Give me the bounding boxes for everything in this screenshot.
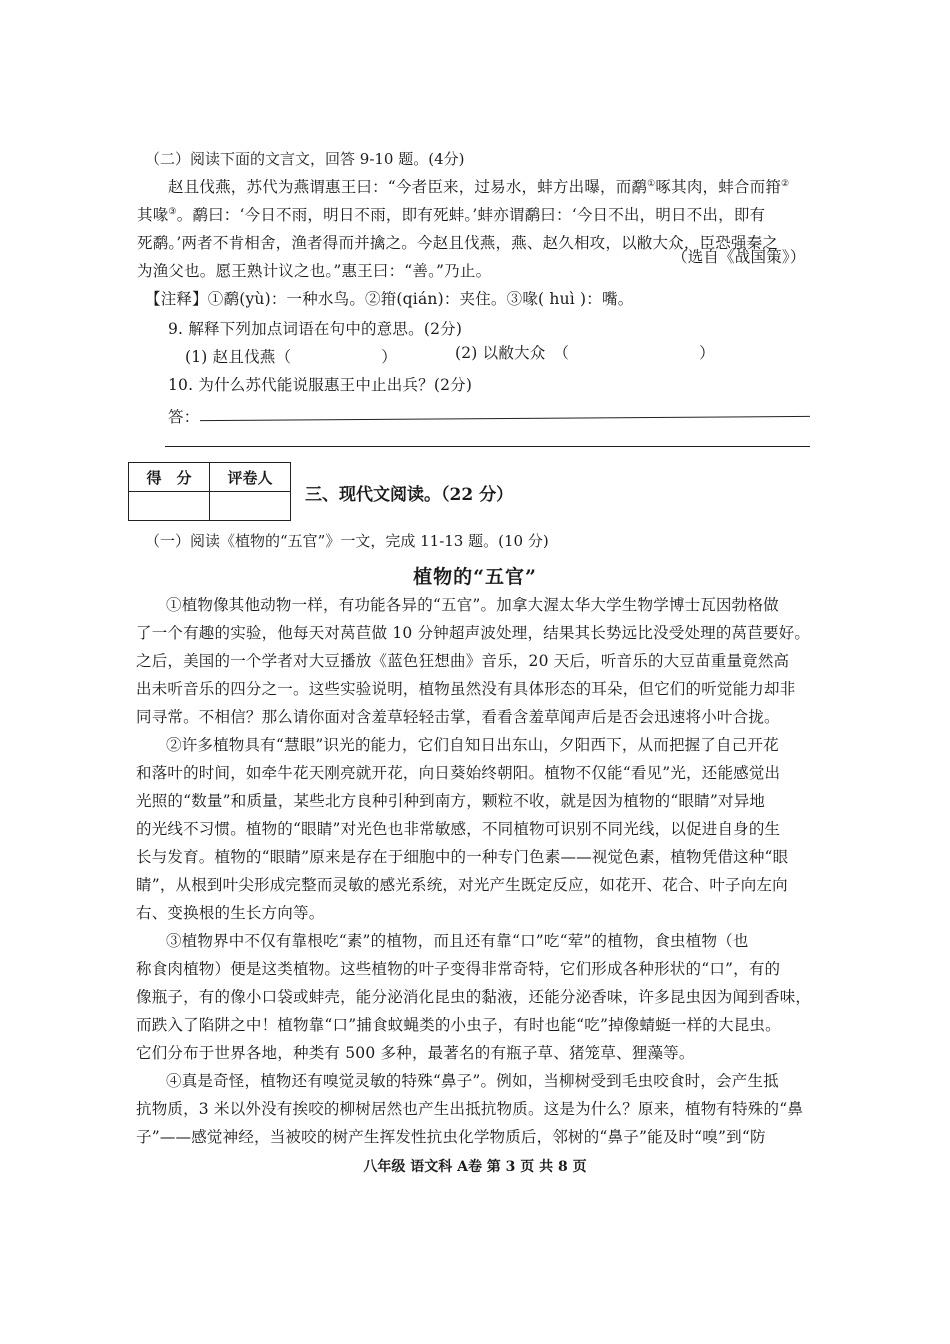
article-line: ④真是奇怪，植物还有嗅觉灵敏的特殊“鼻子”。例如，当柳树受到毛虫咬食时，会产生抵 xyxy=(166,1072,779,1090)
article-line: 抗物质，3 米以外没有挨咬的柳树居然也产生出抵抗物质。这是为什么？原来，植物有特殊的“鼻 xyxy=(136,1100,804,1118)
article-line: ③植物界中不仅有靠根吃“素”的植物，而且还有靠“口”吃“荤”的植物，食虫植物（也 xyxy=(166,932,749,950)
classical-text: 啄其肉，蚌合而箝 xyxy=(655,178,782,196)
article-line: 了一个有趣的实验，他每天对莴苣做 10 分钟超声波处理，结果其长势远比没受处理的莴苣要好。 xyxy=(136,624,811,642)
reading-1-heading: （一）阅读《植物的“五官”》一文，完成 11-13 题。(10 分) xyxy=(145,532,549,550)
article-line: 睛”，从根到叶尖形成完整而灵敏的感光系统，对光产生既定反应，如花开、花合、叶子向左向 xyxy=(136,876,788,894)
article-line: 光照的“数量”和质量，某些北方良种引种到南方，颗粒不收，就是因为植物的“眼睛”对异地 xyxy=(136,792,766,810)
question-9-part-2: (2) 以敝大众 （ ） xyxy=(455,344,715,362)
question-10: 10. 为什么苏代能说服惠王中止出兵？(2分) xyxy=(168,376,473,394)
classical-paragraph-line-3: 死鹬。’两者不肯相舍，渔者得而并擒之。今赵且伐燕，燕、赵久相攻，以敝大众，臣恐强秦之 xyxy=(137,234,779,252)
score-box xyxy=(128,462,291,521)
classical-paragraph-line-4: 为渔父也。愿王熟计议之也。”惠王曰：“善。”乃止。 xyxy=(137,262,492,280)
classical-text: 。鹬曰：‘今日不雨，明日不雨，即有死蚌。’蚌亦谓鹬曰：‘今日不出，明日不出，即有 xyxy=(176,206,766,224)
article-line: 右、变换根的生长方向等。 xyxy=(136,904,325,922)
article-line: 同寻常。不相信？那么请你面对含羞草轻轻击掌，看看含羞草闻声后是否会迅速将小叶合拢。 xyxy=(136,708,780,726)
classical-text: 其喙 xyxy=(137,206,169,224)
source-citation: （选自《战国策》） xyxy=(672,248,806,266)
grader-cell[interactable] xyxy=(210,492,291,521)
classical-heading: （二）阅读下面的文言文，回答 9-10 题。(4分) xyxy=(145,150,465,168)
score-label: 得 分 xyxy=(129,463,210,492)
classical-paragraph-line-1 xyxy=(168,176,789,198)
article-line: 子”——感觉神经，当被咬的树产生挥发性抗虫化学物质后，邻树的“鼻子”能及时“嗅”到“防 xyxy=(136,1128,766,1146)
footnote-marker: ③ xyxy=(168,206,177,217)
grader-label: 评卷人 xyxy=(210,463,291,492)
score-cell[interactable] xyxy=(129,492,210,521)
question-9-part-1: (1) 赵且伐燕（ ） xyxy=(185,348,397,366)
article-line: 长与发育。植物的“眼睛”原来是存在于细胞中的一种专门色素——视觉色素，植物凭借这种“眼 xyxy=(136,848,789,866)
annotation-notes: 【注释】①鹬(yù)：一种水鸟。②箝(qián)：夹住。③喙( huì )：嘴。 xyxy=(145,290,634,308)
article-line: 它们分布于世界各地，种类有 500 多种，最著名的有瓶子草、猪笼草、狸藻等。 xyxy=(136,1044,695,1062)
answer-label: 答： xyxy=(168,408,200,426)
section-3-heading: 三、现代文阅读。（22 分） xyxy=(305,485,514,505)
answer-line[interactable] xyxy=(200,416,810,421)
article-title: 植物的“五官” xyxy=(413,566,537,588)
footnote-marker: ② xyxy=(781,178,790,189)
article-line: ②许多植物具有“慧眼”识光的能力，它们自知日出东山，夕阳西下，从而把握了自己开花 xyxy=(166,736,779,754)
article-line: 而跌入了陷阱之中！植物靠“口”捕食蚊蝇类的小虫子，有时也能“吃”掉像蜻蜓一样的大昆虫。 xyxy=(136,1016,781,1034)
article-line: 和落叶的时间，如牵牛花天刚亮就开花，向日葵始终朝阳。植物不仅能“看见”光，还能感觉出 xyxy=(136,764,781,782)
page-footer: 八年级 语文科 A卷 第 3 页 共 8 页 xyxy=(363,1159,587,1175)
article-line: 出未听音乐的四分之一。这些实验说明，植物虽然没有具体形态的耳朵，但它们的听觉能力却非 xyxy=(136,680,796,698)
article-line: ①植物像其他动物一样，有功能各异的“五官”。加拿大渥太华大学生物学博士瓦因勃格做 xyxy=(166,596,779,614)
classical-paragraph-line-2 xyxy=(137,204,765,226)
question-9: 9. 解释下列加点词语在句中的意思。(2分) xyxy=(168,320,463,338)
article-line: 之后，美国的一个学者对大豆播放《蓝色狂想曲》音乐，20 天后，听音乐的大豆苗重量竟然高 xyxy=(136,652,790,670)
article-line: 像瓶子，有的像小口袋或蚌壳，能分泌消化昆虫的黏液，还能分泌香味，许多昆虫因为闻到香味， xyxy=(136,988,812,1006)
article-line: 称食肉植物）便是这类植物。这些植物的叶子变得非常奇特，它们形成各种形状的“口”，有的 xyxy=(136,960,781,978)
classical-text: 赵且伐燕，苏代为燕谓惠王曰：“今者臣来，过易水，蚌方出曝，而鹬 xyxy=(168,178,648,196)
article-line: 的光线不习惯。植物的“眼睛”对光色也非常敏感，不同植物可识别不同光线，以促进自身的生 xyxy=(136,820,781,838)
answer-line[interactable] xyxy=(165,446,810,447)
footnote-marker: ① xyxy=(647,178,656,189)
